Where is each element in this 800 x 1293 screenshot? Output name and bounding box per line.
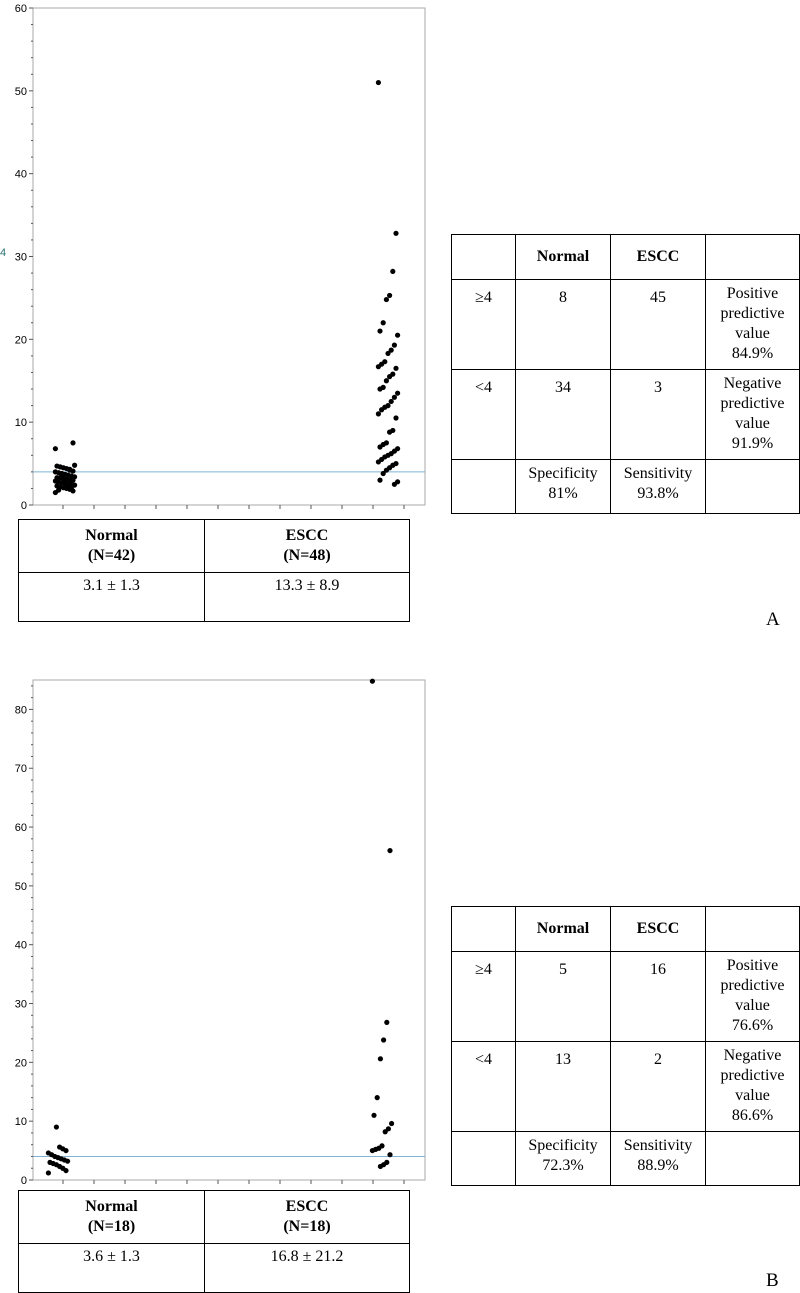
cell-normal: 5: [516, 952, 611, 1042]
row-label: ≥4: [452, 280, 516, 370]
cell-ppv: [706, 280, 800, 370]
cell-specificity: [516, 1132, 611, 1186]
specificity-label: Specificity: [528, 465, 598, 482]
metric-line: Positive: [726, 285, 779, 302]
y-tick-label: 40: [14, 939, 27, 952]
header-normal: Normal: [516, 235, 611, 280]
cell-normal: 13: [516, 1042, 611, 1132]
y-tick-label: 10: [14, 417, 27, 430]
data-point-escc: [384, 1020, 389, 1025]
data-point-escc: [383, 1129, 388, 1134]
data-point-normal: [72, 463, 77, 468]
footer-empty: [706, 1132, 800, 1186]
metric-line: Positive: [726, 957, 779, 974]
panel-label-a: A: [766, 609, 780, 630]
panel-label-b: B: [766, 1270, 779, 1291]
data-point-escc: [376, 80, 381, 85]
contingency-table-b: [451, 906, 800, 1186]
data-point-normal: [47, 1160, 52, 1165]
data-point-normal: [53, 469, 58, 474]
data-point-normal: [54, 475, 59, 480]
y-tick-label: 30: [14, 251, 27, 264]
cell-normal: 34: [516, 370, 611, 460]
footer-empty: [706, 460, 800, 514]
y-tick-label: 60: [14, 822, 27, 835]
sensitivity-value: 88.9%: [637, 1157, 679, 1174]
y-tick-label: 50: [14, 85, 27, 98]
row-label: <4: [452, 1042, 516, 1132]
data-point-escc: [387, 848, 392, 853]
data-point-escc: [377, 386, 382, 391]
y-tick-label: 20: [14, 1057, 27, 1070]
data-point-normal: [56, 487, 61, 492]
data-point-escc: [395, 333, 400, 338]
data-point-normal: [66, 483, 71, 488]
data-point-escc: [370, 1148, 375, 1153]
cell-normal: 8: [516, 280, 611, 370]
group-name: Normal: [85, 1198, 138, 1215]
data-point-escc: [393, 366, 398, 371]
data-point-escc: [387, 1152, 392, 1157]
y-tick-label: 80: [14, 704, 27, 717]
metric-line: Negative: [723, 1047, 782, 1064]
data-point-normal: [54, 1124, 59, 1129]
data-point-escc: [390, 269, 395, 274]
data-point-escc: [392, 482, 397, 487]
header-escc: ESCC: [611, 907, 706, 952]
plot-frame: [33, 680, 425, 1180]
data-point-escc: [375, 1095, 380, 1100]
data-point-escc: [376, 411, 381, 416]
summary-group-escc: [205, 520, 410, 573]
group-count: (N=18): [283, 1218, 331, 1235]
data-point-escc: [370, 679, 375, 684]
metric-line: value: [735, 415, 770, 432]
group-count: (N=18): [87, 1218, 136, 1235]
cell-escc: 45: [611, 280, 706, 370]
data-point-escc: [381, 1037, 386, 1042]
data-point-escc: [393, 415, 398, 420]
metric-line: predictive: [720, 305, 785, 322]
data-point-normal: [46, 1170, 51, 1175]
data-point-escc: [392, 343, 397, 348]
data-point-escc: [389, 1121, 394, 1126]
scatter-plot-b: [0, 650, 440, 1190]
data-point-escc: [395, 391, 400, 396]
data-point-escc: [389, 399, 394, 404]
y-tick-label: 0: [20, 500, 27, 512]
cell-npv: [706, 1042, 800, 1132]
group-name: ESCC: [285, 527, 329, 544]
metric-line: 84.9%: [731, 345, 774, 362]
y-tick-label: 20: [14, 334, 27, 347]
specificity-value: 72.3%: [542, 1157, 584, 1174]
data-point-escc: [376, 459, 381, 464]
group-count: (N=48): [283, 547, 331, 564]
summary-stat-normal: 3.6 ± 1.3: [19, 1244, 205, 1293]
data-point-escc: [384, 297, 389, 302]
data-point-escc: [387, 430, 392, 435]
header-escc: ESCC: [611, 235, 706, 280]
data-point-escc: [378, 1164, 383, 1169]
summary-group-normal: [19, 520, 205, 573]
data-point-escc: [381, 471, 386, 476]
data-point-normal: [53, 446, 58, 451]
data-point-escc: [377, 478, 382, 483]
header-empty: [452, 235, 516, 280]
cell-sensitivity: [611, 460, 706, 514]
cell-ppv: [706, 952, 800, 1042]
header-metric: [706, 235, 800, 280]
metric-line: 91.9%: [731, 435, 774, 452]
y-tick-label: 70: [14, 763, 27, 776]
data-point-normal: [62, 479, 67, 484]
y-tick-label: 60: [14, 3, 27, 15]
y-tick-label: 30: [14, 998, 27, 1011]
data-point-escc: [378, 1056, 383, 1061]
metric-line: value: [735, 997, 770, 1014]
data-point-normal: [67, 467, 72, 472]
group-name: Normal: [85, 527, 138, 544]
summary-stat-escc: 13.3 ± 8.9: [205, 573, 410, 622]
summary-table-a: [18, 519, 410, 622]
data-point-escc: [381, 320, 386, 325]
cell-escc: 16: [611, 952, 706, 1042]
data-point-escc: [371, 1113, 376, 1118]
y-tick-label: 0: [20, 1175, 27, 1187]
data-point-escc: [379, 407, 384, 412]
data-point-escc: [387, 293, 392, 298]
metric-line: predictive: [720, 1067, 785, 1084]
plot-frame: [33, 8, 425, 505]
summary-stat-escc: 16.8 ± 21.2: [205, 1244, 410, 1293]
metric-line: predictive: [720, 395, 785, 412]
specificity-value: 81%: [548, 485, 578, 502]
y-axis-label-fragment: 4: [0, 247, 7, 259]
cell-npv: [706, 370, 800, 460]
metric-line: 86.6%: [731, 1107, 774, 1124]
data-point-escc: [385, 351, 390, 356]
sensitivity-value: 93.8%: [637, 485, 679, 502]
sensitivity-label: Sensitivity: [623, 1137, 693, 1154]
row-label: <4: [452, 370, 516, 460]
summary-stat-normal: 3.1 ± 1.3: [19, 573, 205, 622]
data-point-escc: [377, 328, 382, 333]
data-point-escc: [384, 378, 389, 383]
header-normal: Normal: [516, 907, 611, 952]
y-tick-label: 40: [14, 168, 27, 181]
sensitivity-label: Sensitivity: [623, 465, 693, 482]
data-point-escc: [377, 444, 382, 449]
cell-escc: 3: [611, 370, 706, 460]
metric-line: value: [735, 325, 770, 342]
data-point-normal: [46, 1150, 51, 1155]
summary-group-normal: [19, 1191, 205, 1244]
cell-specificity: [516, 460, 611, 514]
header-metric: [706, 907, 800, 952]
data-point-escc: [376, 364, 381, 369]
row-label: ≥4: [452, 952, 516, 1042]
footer-empty: [452, 460, 516, 514]
summary-group-escc: [205, 1191, 410, 1244]
y-tick-label: 50: [14, 880, 27, 893]
specificity-label: Specificity: [528, 1137, 598, 1154]
metric-line: Negative: [723, 375, 782, 392]
cell-sensitivity: [611, 1132, 706, 1186]
data-point-normal: [57, 1144, 62, 1149]
data-point-escc: [392, 395, 397, 400]
metric-line: predictive: [720, 977, 785, 994]
panel-b: [0, 650, 800, 1290]
data-point-normal: [59, 473, 64, 478]
data-point-escc: [387, 374, 392, 379]
data-point-normal: [70, 440, 75, 445]
summary-table-b: [18, 1190, 410, 1293]
contingency-table-a: [451, 234, 800, 514]
panel-a: [0, 0, 800, 640]
metric-line: value: [735, 1087, 770, 1104]
metric-line: 76.6%: [731, 1017, 774, 1034]
group-name: ESCC: [285, 1198, 329, 1215]
y-tick-label: 10: [14, 1116, 27, 1129]
data-point-escc: [393, 231, 398, 236]
scatter-plot-a: [0, 0, 440, 520]
data-point-normal: [54, 463, 59, 468]
group-count: (N=42): [87, 547, 136, 564]
header-empty: [452, 907, 516, 952]
footer-empty: [452, 1132, 516, 1186]
cell-escc: 2: [611, 1042, 706, 1132]
